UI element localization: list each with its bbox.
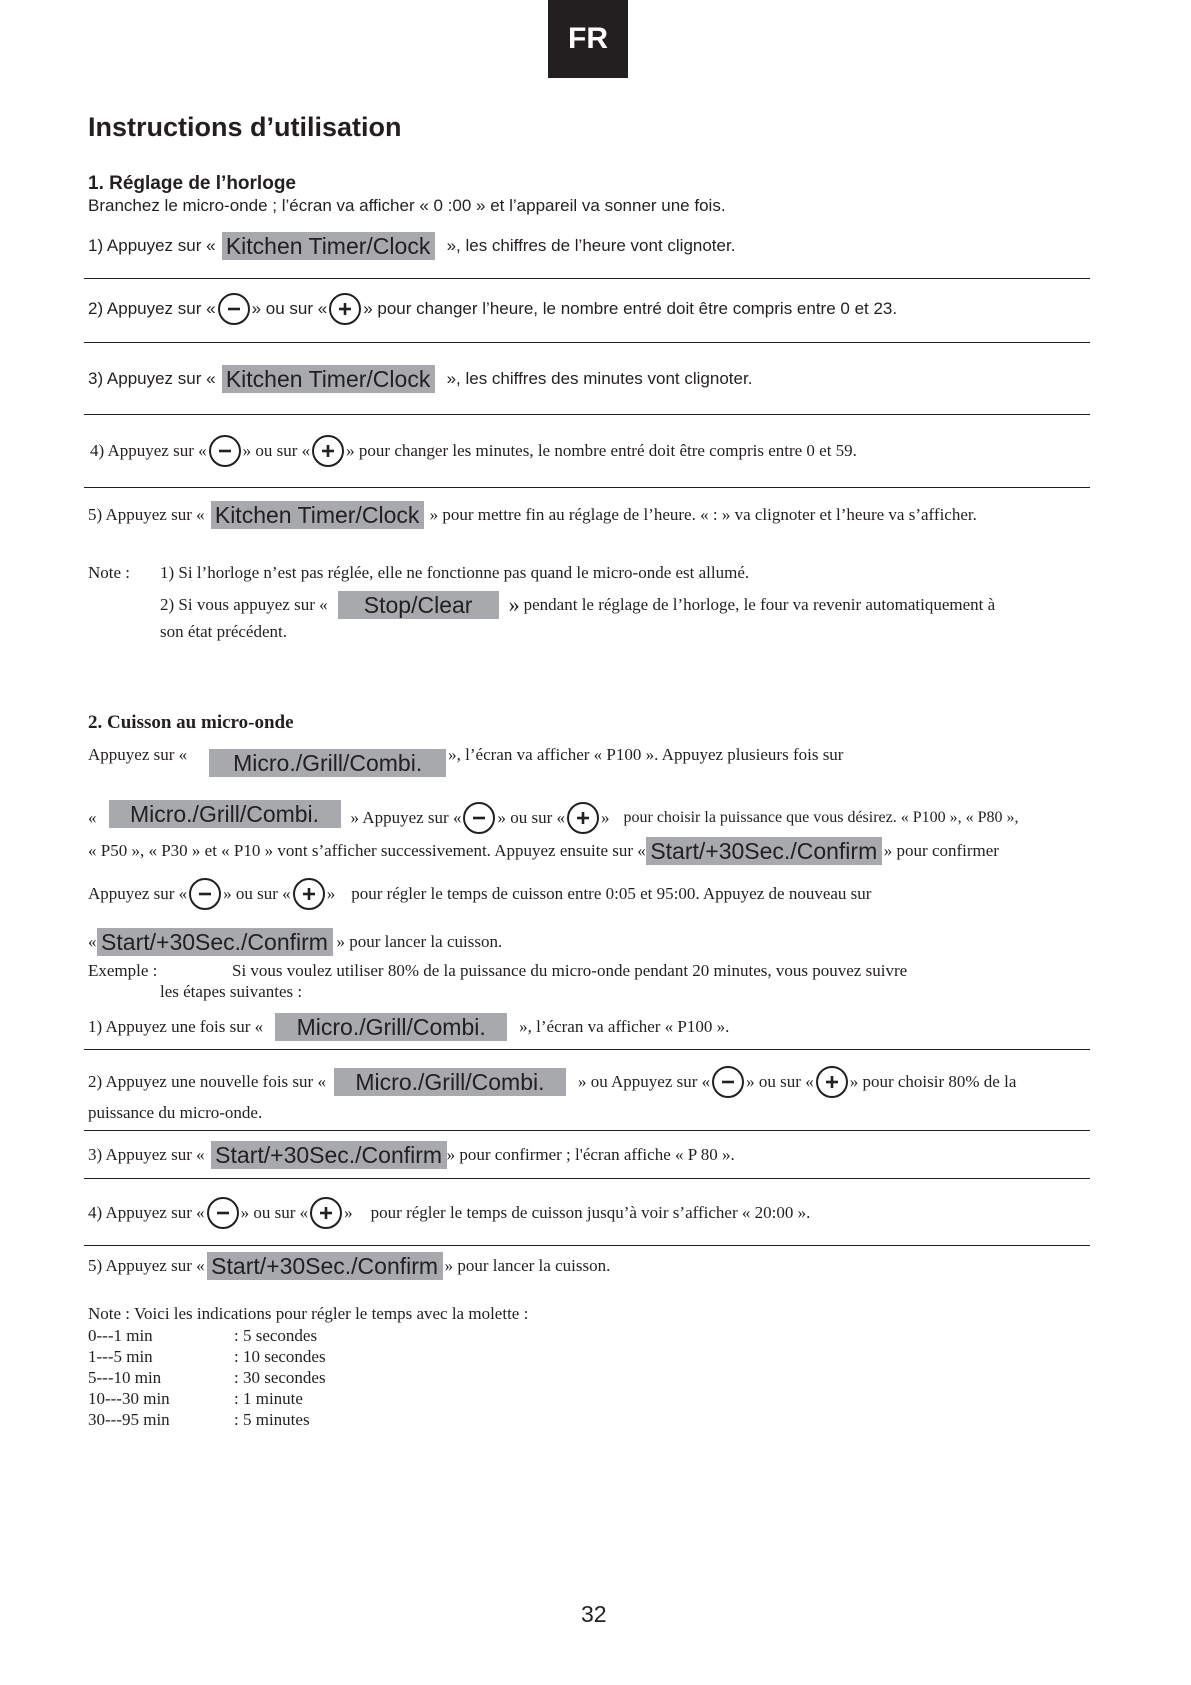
- micro-grill-combi-key: Micro./Grill/Combi.: [109, 800, 341, 828]
- dial-step: : 5 minutes: [234, 1410, 310, 1429]
- step-text: 3) Appuyez sur «: [88, 1145, 205, 1164]
- example-text-cont: les étapes suivantes :: [160, 982, 303, 1001]
- step-text: », l’écran va afficher « P100 ».: [519, 1017, 730, 1036]
- minus-circle-icon: [463, 802, 495, 834]
- step-text: 2) Appuyez sur «: [88, 299, 216, 318]
- step-text: pour régler le temps de cuisson jusqu’à voir s’afficher « 20:00 ».: [370, 1203, 811, 1222]
- step-text: » pour confirmer ; l'écran affiche « P 80 ».: [446, 1145, 735, 1164]
- dial-range: 0---1 min: [88, 1326, 153, 1345]
- note-text: »: [508, 592, 520, 617]
- cook-para-5: [88, 927, 502, 957]
- start-confirm-key: Start/+30Sec./Confirm: [97, 928, 333, 956]
- example-label: Exemple :: [88, 961, 158, 980]
- dial-range: 1---5 min: [88, 1347, 153, 1366]
- example-step-3: [88, 1140, 735, 1170]
- kitchen-timer-key: Kitchen Timer/Clock: [222, 365, 435, 393]
- para-text: » pour lancer la cuisson.: [336, 932, 503, 951]
- example-step-4: [88, 1195, 810, 1231]
- divider: [84, 1178, 1090, 1179]
- para-text: «: [88, 932, 97, 951]
- example-step-2: [88, 1064, 1016, 1100]
- dial-step: : 1 minute: [234, 1389, 303, 1408]
- step-text: », les chiffres des minutes vont clignoter.: [446, 369, 753, 388]
- para-text: « P50 », « P30 » et « P10 » vont s’afficher successivement. Appuyez ensuite sur «: [88, 841, 646, 860]
- step-text: 2) Appuyez une nouvelle fois sur «: [88, 1072, 326, 1091]
- stop-clear-key: Stop/Clear: [338, 591, 499, 619]
- plus-circle-icon: [329, 293, 361, 325]
- dial-note-title: Note : Voici les indications pour régler le temps avec la molette :: [88, 1304, 529, 1323]
- note-text: pendant le réglage de l’horloge, le four va revenir automatiquement à: [523, 595, 996, 614]
- note-item-1: 1) Si l’horloge n’est pas réglée, elle ne fonctionne pas quand le micro-onde est allumé.: [160, 563, 750, 582]
- step-text: » pour mettre fin au réglage de l’heure. « : » va clignoter et l’heure va s’afficher.: [429, 505, 977, 524]
- plus-circle-icon: [312, 435, 344, 467]
- note-item-2-cont: son état précédent.: [160, 622, 287, 641]
- plus-circle-icon: [816, 1066, 848, 1098]
- divider: [84, 1049, 1090, 1050]
- page-number: 32: [581, 1601, 607, 1627]
- step-text: » ou sur «: [242, 441, 311, 460]
- section-2-heading: 2. Cuisson au micro-onde: [88, 712, 294, 733]
- start-confirm-key: Start/+30Sec./Confirm: [646, 837, 882, 865]
- step-text: 3) Appuyez sur «: [88, 369, 216, 388]
- para-text: Appuyez sur «: [88, 745, 188, 764]
- cook-para-2: [88, 800, 1019, 836]
- divider: [84, 414, 1090, 415]
- step-text: » pour changer l’heure, le nombre entré doit être compris entre 0 et 23.: [363, 299, 898, 318]
- plus-circle-icon: [293, 878, 325, 910]
- divider: [84, 1130, 1090, 1131]
- plus-circle-icon: [310, 1197, 342, 1229]
- para-text: «: [88, 808, 97, 827]
- minus-circle-icon: [218, 293, 250, 325]
- start-confirm-key: Start/+30Sec./Confirm: [207, 1252, 443, 1280]
- para-text: » ou sur «: [497, 808, 565, 827]
- kitchen-timer-key: Kitchen Timer/Clock: [222, 232, 435, 260]
- step-text: 4) Appuyez sur «: [90, 441, 207, 460]
- dial-step: : 30 secondes: [234, 1368, 326, 1387]
- para-text: »: [326, 884, 336, 903]
- step-text: » ou Appuyez sur «: [577, 1072, 711, 1091]
- para-text: »: [601, 808, 610, 827]
- divider: [84, 278, 1090, 279]
- para-text: » Appuyez sur «: [350, 808, 462, 827]
- example-step-5: [88, 1251, 610, 1281]
- page-title: Instructions d’utilisation: [88, 112, 402, 142]
- cook-para-1: [88, 745, 843, 777]
- kitchen-timer-key: Kitchen Timer/Clock: [211, 501, 424, 529]
- clock-step-3: [88, 363, 752, 395]
- section-1-heading: 1. Réglage de l’horloge: [88, 173, 296, 194]
- para-text: pour régler le temps de cuisson entre 0:05 et 95:00. Appuyez de nouveau sur: [351, 884, 872, 903]
- step-text: »: [344, 1203, 353, 1222]
- step-text: » pour lancer la cuisson.: [444, 1256, 611, 1275]
- dial-range: 5---10 min: [88, 1368, 162, 1387]
- micro-grill-combi-key: Micro./Grill/Combi.: [334, 1068, 566, 1096]
- step-text: » ou sur «: [746, 1072, 814, 1091]
- step-text: » ou sur «: [240, 1203, 309, 1222]
- para-text: Appuyez sur «: [88, 884, 188, 903]
- divider: [84, 487, 1090, 488]
- minus-circle-icon: [189, 878, 221, 910]
- minus-circle-icon: [712, 1066, 744, 1098]
- step-text: 1) Appuyez une fois sur «: [88, 1017, 264, 1036]
- example-text: Si vous voulez utiliser 80% de la puissance du micro-onde pendant 20 minutes, vous pouvez suivre: [232, 961, 908, 980]
- divider: [84, 342, 1090, 343]
- clock-step-4: [90, 433, 857, 469]
- dial-step: : 10 secondes: [234, 1347, 326, 1366]
- cook-para-4: [88, 876, 871, 912]
- clock-step-1: [88, 230, 735, 262]
- section-1-intro: Branchez le micro-onde ; l’écran va afficher « 0 :00 » et l’appareil va sonner une fois.: [88, 196, 726, 215]
- minus-circle-icon: [209, 435, 241, 467]
- note-label: Note :: [88, 563, 131, 582]
- example-step-2-cont: puissance du micro-onde.: [88, 1103, 263, 1122]
- language-tab: FR: [548, 0, 628, 78]
- para-text: pour choisir la puissance que vous désirez. « P100 », « P80 »,: [623, 809, 1019, 826]
- plus-circle-icon: [567, 802, 599, 834]
- clock-step-5: [88, 499, 977, 531]
- minus-circle-icon: [207, 1197, 239, 1229]
- dial-range: 10---30 min: [88, 1389, 170, 1408]
- step-text: 4) Appuyez sur «: [88, 1203, 205, 1222]
- step-text: 1) Appuyez sur «: [88, 236, 216, 255]
- example-step-1: [88, 1012, 729, 1042]
- note-item-2: [160, 590, 995, 620]
- step-text: » pour changer les minutes, le nombre entré doit être compris entre 0 et 59.: [346, 441, 857, 460]
- step-text: 5) Appuyez sur «: [88, 1256, 205, 1275]
- para-text: » ou sur «: [223, 884, 291, 903]
- step-text: 5) Appuyez sur «: [88, 505, 205, 524]
- para-text: », l’écran va afficher « P100 ». Appuyez plusieurs fois sur: [448, 745, 844, 764]
- clock-step-2: [88, 291, 897, 327]
- micro-grill-combi-key: Micro./Grill/Combi.: [209, 749, 446, 777]
- cook-para-3: [88, 836, 999, 866]
- note-text: 2) Si vous appuyez sur «: [160, 595, 328, 614]
- step-text: » ou sur «: [251, 299, 328, 318]
- dial-range: 30---95 min: [88, 1410, 170, 1429]
- micro-grill-combi-key: Micro./Grill/Combi.: [275, 1013, 507, 1041]
- dial-step: : 5 secondes: [234, 1326, 318, 1345]
- divider: [84, 1245, 1090, 1246]
- step-text: » pour choisir 80% de la: [849, 1072, 1017, 1091]
- start-confirm-key: Start/+30Sec./Confirm: [211, 1141, 447, 1169]
- step-text: », les chiffres de l’heure vont clignoter.: [446, 236, 736, 255]
- para-text: » pour confirmer: [883, 841, 999, 860]
